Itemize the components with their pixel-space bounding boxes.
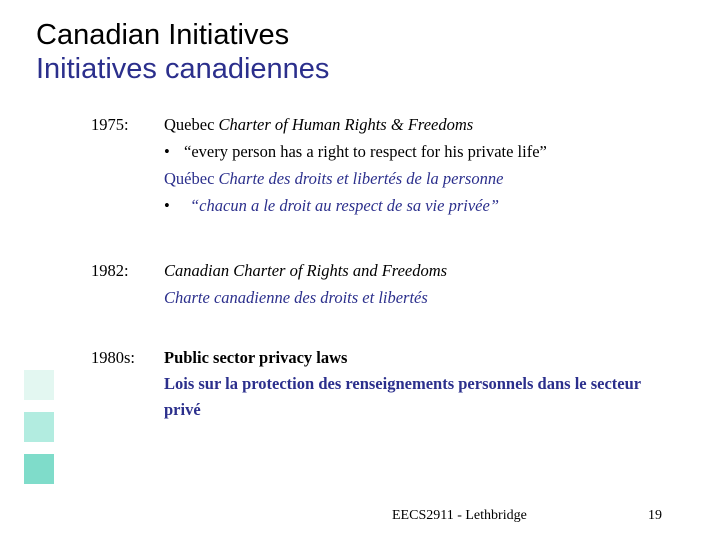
- quebec-charte-line: [164, 165, 684, 192]
- entry-content: [164, 257, 684, 311]
- decor-square: [24, 412, 54, 442]
- quote-en: “every person has a right to respect for his private life”: [184, 142, 547, 161]
- quebec-charter-name: Charter of Human Rights & Freedoms: [218, 115, 474, 134]
- decorative-squares: [24, 370, 54, 496]
- title-french: Initiatives canadiennes: [36, 53, 330, 85]
- entry-content: [164, 111, 684, 219]
- bullet-icon: •: [164, 142, 170, 161]
- quebec-charte-name: Charte des droits et libertés de la personne: [218, 169, 504, 188]
- quebec-label: Quebec: [164, 115, 219, 134]
- privacy-laws-fr: Lois sur la protection des renseignements personnels dans le secteur privé: [164, 374, 641, 419]
- quote-fr: “chacun a le droit au respect de sa vie privée”: [190, 196, 499, 215]
- decor-square: [24, 454, 54, 484]
- entry-year: 1980s:: [91, 348, 136, 367]
- quote-en-line: [164, 138, 684, 165]
- slide-title: [36, 18, 329, 86]
- entry-content: [164, 344, 684, 423]
- decor-square: [24, 370, 54, 400]
- bullet-icon: •: [164, 196, 170, 215]
- entry-year: 1975:: [91, 115, 129, 134]
- privacy-laws-en: Public sector privacy laws: [164, 348, 348, 367]
- page-number: 19: [648, 508, 662, 523]
- canadian-charter: Canadian Charter of Rights and Freedoms: [164, 261, 448, 280]
- quebec-label-fr: Québec: [164, 169, 219, 188]
- quebec-charter-line: [164, 111, 684, 138]
- title-english: Canadian Initiatives: [36, 19, 290, 51]
- quote-fr-line: [164, 192, 684, 219]
- charte-canadienne: Charte canadienne des droits et libertés: [164, 288, 428, 307]
- footer-course: EECS2911 - Lethbridge: [392, 508, 527, 523]
- entry-year: 1982:: [91, 261, 129, 280]
